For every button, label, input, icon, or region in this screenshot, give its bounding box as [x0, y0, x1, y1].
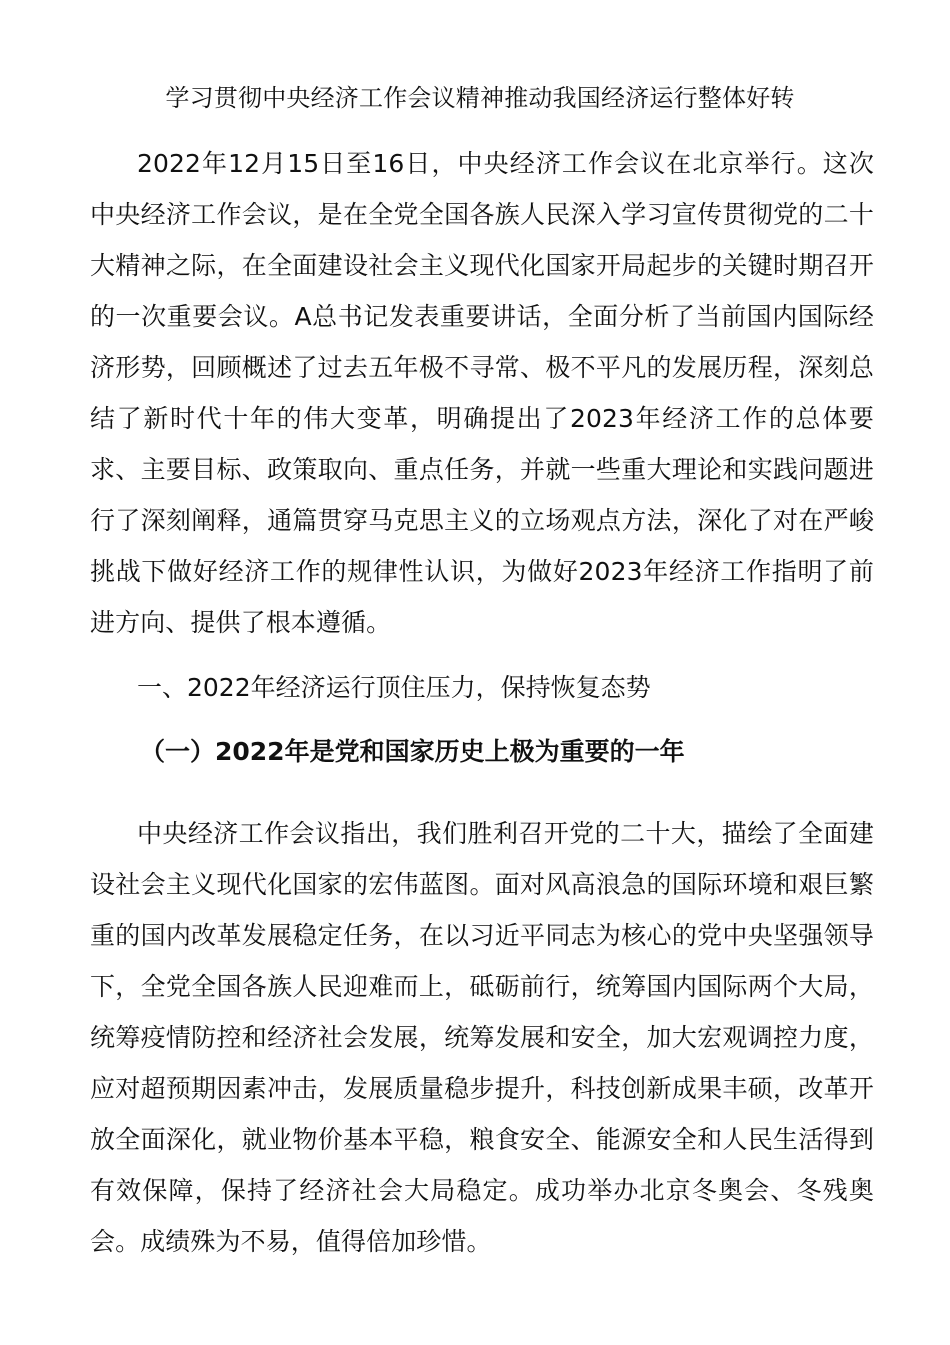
- section-heading: 一、2022年经济运行顶住压力，保持恢复态势: [137, 673, 651, 702]
- body-paragraph: 中央经济工作会议指出，我们胜利召开党的二十大，描绘了全面建设社会主义现代化国家的宏伟蓝图。面对风高浪急的国际环境和艰巨繁重的国内改革发展稳定任务，在以习近平同志为核心的党中央坚强领导下，全党全国各族人民迎难而上，砥砺前行，统筹国内国际两个大局，统筹疫情防控和经济社会发展，统筹发展和安全，加大宏观调控力度，应对超预期因素冲击，发展质量稳步提升，科技创新成果丰硕，改革开放全面深化，就业物价基本平稳，粮食安全、能源安全和人民生活得到有效保障，保持了经济社会大局稳定。成功举办北京冬奥会、冬残奥会。成绩殊为不易，值得倍加珍惜。: [90, 819, 874, 1256]
- intro-paragraph: 2022年12月15日至16日，中央经济工作会议在北京举行。这次中央经济工作会议，是在全党全国各族人民深入学习宣传贯彻党的二十大精神之际，在全面建设社会主义现代化国家开局起步的关键时期召开的一次重要会议。A总书记发表重要讲话，全面分析了当前国内国际经济形势，回顾概述了过去五年极不寻常、极不平凡的发展历程，深刻总结了新时代十年的伟大变革，明确提出了2023年经济工作的总体要求、主要目标、政策取向、重点任务，并就一些重大理论和实践问题进行了深刻阐释，通篇贯穿马克思主义的立场观点方法，深化了对在严峻挑战下做好经济工作的规律性认识，为做好2023年经济工作指明了前进方向、提供了根本遵循。: [90, 149, 874, 637]
- subsection-heading: （一）2022年是党和国家历史上极为重要的一年: [140, 737, 685, 766]
- document-title: 学习贯彻中央经济工作会议精神推动我国经济运行整体好转: [165, 84, 795, 112]
